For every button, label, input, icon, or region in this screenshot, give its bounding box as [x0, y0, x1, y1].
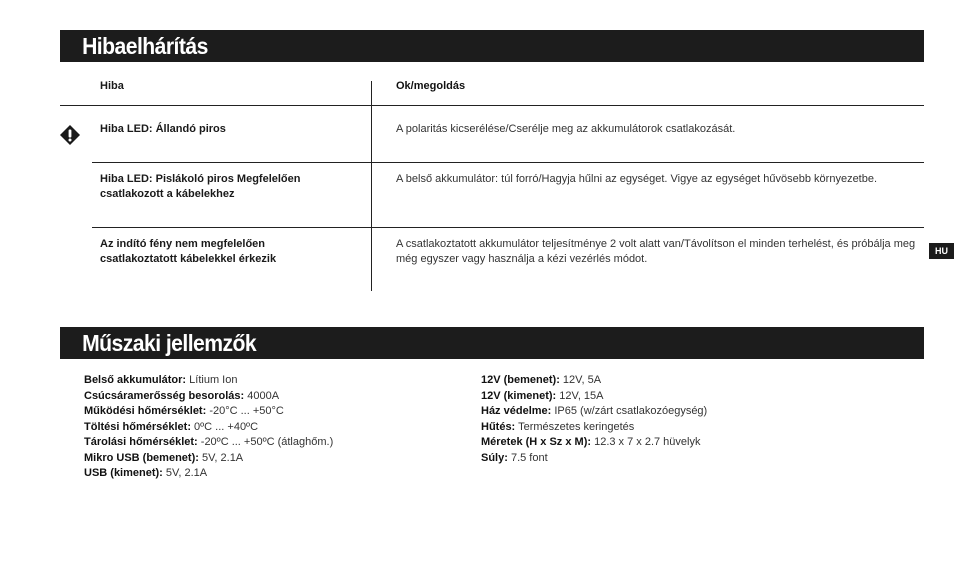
spec-row	[84, 404, 333, 420]
spec-label: Csúcsáramerősség besorolás:	[84, 389, 245, 402]
specs-right-column	[481, 373, 707, 466]
spec-value: Természetes keringetés	[515, 420, 635, 433]
specs-title: Műszaki jellemzők	[82, 330, 257, 356]
spec-row	[481, 420, 707, 436]
spec-value: 12.3 x 7 x 2.7 hüvelyk	[591, 436, 701, 448]
spec-row	[481, 435, 707, 451]
table-row-divider	[92, 227, 924, 228]
table-row-solution: A belső akkumulátor: túl forró/Hagyja hűlni az egységet. Vigye az egységet hűvösebb környezetbe.	[396, 173, 878, 185]
spec-value: Lítium Ion	[186, 374, 238, 386]
spec-label: Belső akkumulátor:	[84, 374, 187, 386]
table-column-divider	[371, 81, 372, 291]
column-header-solution: Ok/megoldás	[396, 80, 466, 92]
spec-label: Töltési hőmérséklet:	[84, 420, 191, 433]
spec-row	[84, 435, 333, 451]
spec-row	[84, 373, 333, 389]
spec-label: 12V (kimenet):	[481, 389, 557, 402]
spec-value: 5V, 2.1A	[162, 467, 208, 479]
warning-diamond-icon	[59, 124, 81, 146]
spec-row	[84, 420, 333, 436]
spec-label: Mikro USB (bemenet):	[84, 451, 199, 464]
column-header-problem: Hiba	[100, 80, 124, 92]
spec-row	[84, 466, 333, 482]
spec-value: -20°C ... +50°C	[206, 405, 284, 417]
table-row-problem: Hiba LED: Pislákoló piros Megfelelően csatlakozott a kábelekhez	[100, 173, 301, 200]
spec-value: 5V, 2.1A	[198, 451, 244, 464]
table-row-solution: A polaritás kicserélése/Cserélje meg az akkumulátorok csatlakozását.	[396, 123, 736, 135]
spec-value: IP65 (w/zárt csatlakozóegység)	[551, 405, 708, 417]
spec-row	[481, 404, 707, 420]
spec-label: Tárolási hőmérséklet:	[84, 436, 198, 448]
specs-header-bar	[60, 327, 924, 359]
specs-left-column	[84, 373, 333, 482]
spec-row	[481, 373, 707, 389]
language-tab-hu: HU	[929, 243, 954, 259]
spec-label: USB (kimenet):	[84, 467, 163, 479]
spec-label: Ház védelme:	[481, 405, 552, 417]
spec-value: 4000A	[244, 389, 280, 402]
spec-row	[84, 389, 333, 405]
spec-row	[481, 389, 707, 405]
spec-value: 12V, 15A	[556, 389, 604, 402]
spec-row	[84, 451, 333, 467]
troubleshooting-title: Hibaelhárítás	[82, 33, 208, 59]
table-row-problem: Hiba LED: Állandó piros	[100, 123, 226, 135]
spec-label: 12V (bemenet):	[481, 374, 560, 386]
spec-label: Hűtés:	[481, 420, 516, 433]
table-header-rule	[60, 105, 924, 106]
spec-value: 7.5 font	[507, 451, 548, 464]
table-row-problem: Az indító fény nem megfelelően csatlakoztatott kábelekkel érkezik	[100, 238, 277, 265]
spec-label: Működési hőmérséklet:	[84, 405, 207, 417]
spec-label: Méretek (H x Sz x M):	[481, 436, 592, 448]
table-row-solution: A csatlakoztatott akkumulátor teljesítménye 2 volt alatt van/Távolítson el minden terhelést, és próbálja meg még egyszer vagy használja a kézi vezérlés módot.	[396, 238, 916, 265]
troubleshooting-header-bar	[60, 30, 924, 62]
table-row-divider	[92, 162, 924, 163]
spec-value: -20ºC ... +50ºC (átlaghőm.)	[197, 436, 334, 448]
spec-label: Súly:	[481, 451, 508, 464]
spec-value: 12V, 5A	[559, 374, 602, 386]
spec-value: 0ºC ... +40ºC	[190, 420, 259, 433]
spec-row	[481, 451, 707, 467]
